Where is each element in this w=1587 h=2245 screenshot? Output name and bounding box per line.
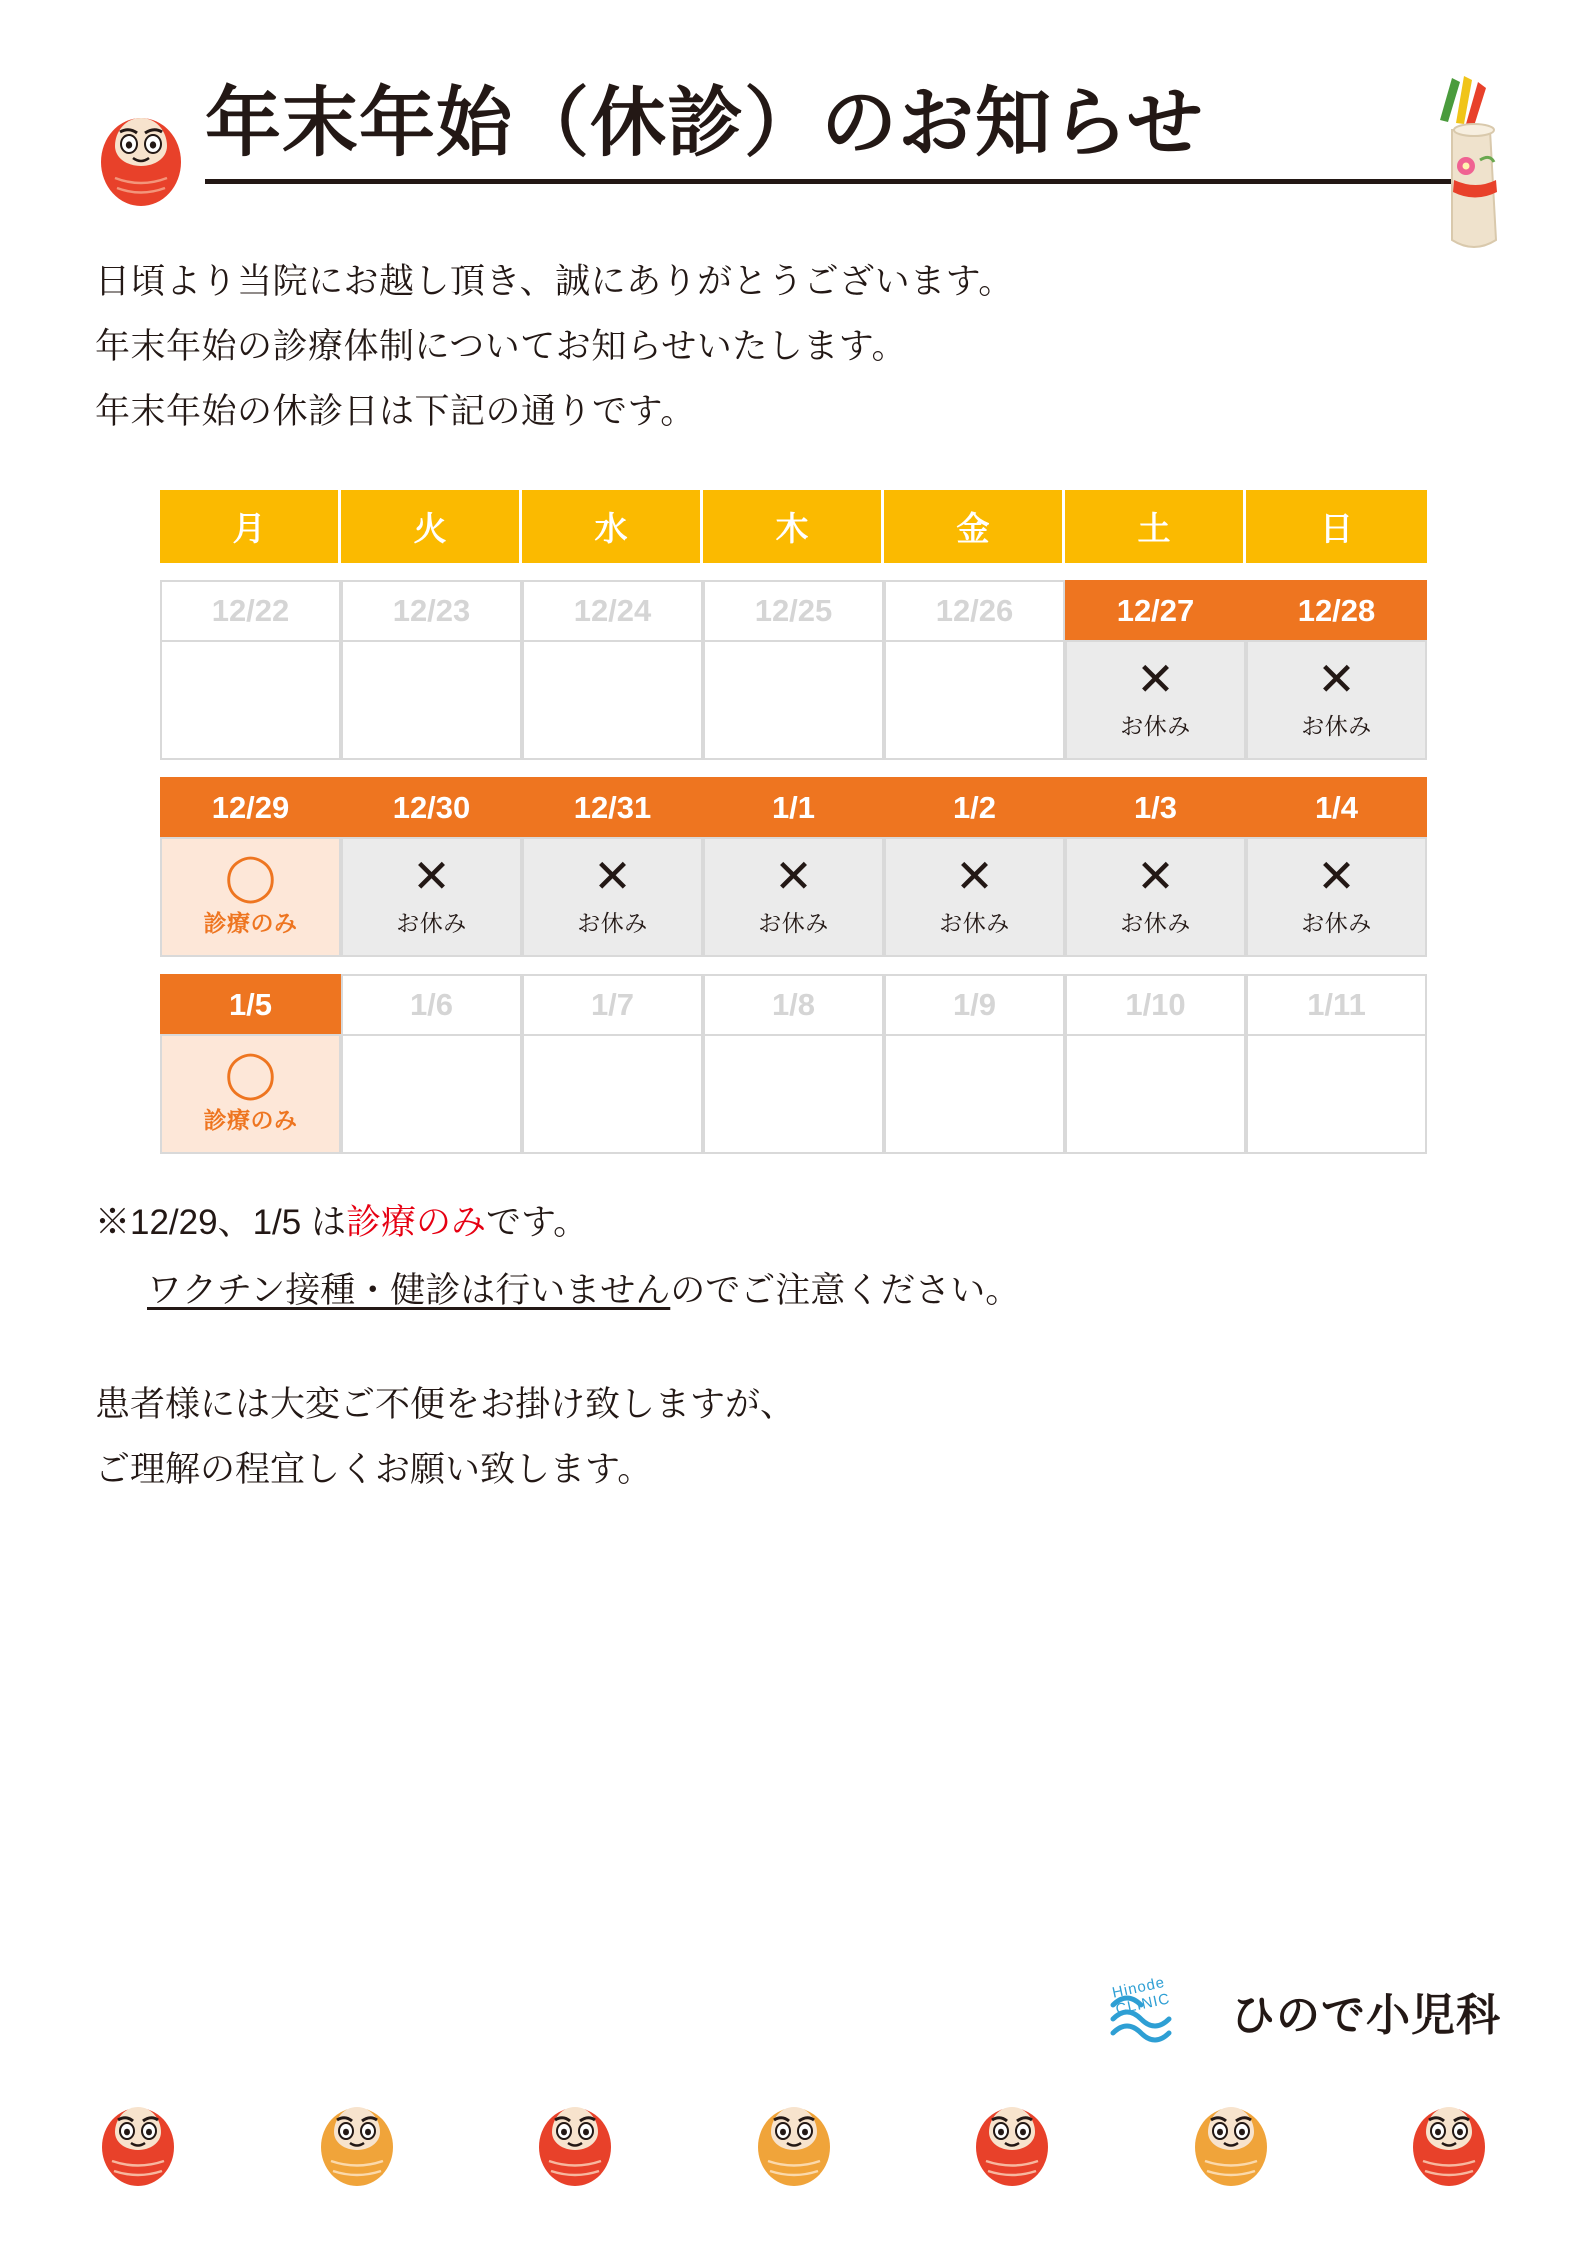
status-cell-closed (1246, 640, 1427, 760)
status-cell-empty (1065, 1034, 1246, 1154)
status-cell-empty (884, 1034, 1065, 1154)
status-label: お休み (577, 909, 648, 936)
status-cell-open (160, 1034, 341, 1154)
weekday-wed: 水 (522, 490, 703, 563)
date-cell: 1/7 (522, 974, 703, 1034)
status-cell-closed (703, 837, 884, 957)
date-cell-highlight: 12/29 (160, 777, 341, 837)
calendar-week-2 (160, 777, 1427, 957)
weekday-sat: 土 (1065, 490, 1246, 563)
date-cell-highlight: 12/28 (1246, 580, 1427, 640)
note1-highlight: 診療のみ (345, 1203, 486, 1243)
status-cell-closed (1246, 837, 1427, 957)
title-underline (205, 78, 1492, 184)
status-cell-closed (884, 837, 1065, 957)
calendar (0, 490, 1587, 1154)
logo-en-text: Hinode CLINIC (1110, 1973, 1172, 2019)
intro-line-2: 年末年始の診療体制についてお知らせいたします。 (95, 326, 907, 366)
kadomatsu-icon (1394, 68, 1514, 258)
calendar-week-3 (160, 974, 1427, 1154)
date-row (160, 580, 1427, 640)
page-title: 年末年始（休診）のお知らせ (205, 81, 1204, 166)
status-label: お休み (1301, 909, 1372, 936)
clinic-logo (1105, 1973, 1501, 2049)
date-cell-highlight: 1/2 (884, 777, 1065, 837)
status-cell-closed (522, 837, 703, 957)
footer-daruma-row (0, 2091, 1587, 2187)
header (95, 78, 1492, 208)
closing-text (95, 1373, 1492, 1503)
date-cell-highlight: 1/3 (1065, 777, 1246, 837)
calendar-week-1 (160, 580, 1427, 760)
status-cell-empty (522, 1034, 703, 1154)
status-label: 診療のみ (203, 1106, 298, 1133)
status-cell-closed (341, 837, 522, 957)
note2-underlined: ワクチン接種・健診は行いません (147, 1270, 671, 1310)
status-row (160, 640, 1427, 760)
closed-mark-icon: ✕ (412, 849, 451, 902)
status-label: お休み (939, 909, 1010, 936)
date-cell: 1/8 (703, 974, 884, 1034)
date-cell: 1/6 (341, 974, 522, 1034)
date-cell: 1/10 (1065, 974, 1246, 1034)
closed-mark-icon: ✕ (1136, 849, 1175, 902)
date-cell: 1/9 (884, 974, 1065, 1034)
date-row (160, 777, 1427, 837)
clinic-name: ひので小児科 (1231, 1991, 1501, 2040)
note-line-2 (95, 1260, 1492, 1321)
weekday-header-table (160, 490, 1427, 563)
status-label: お休み (1120, 909, 1191, 936)
daruma-icon (970, 2091, 1054, 2187)
status-label: お休み (1120, 712, 1191, 739)
status-cell-open (160, 837, 341, 957)
sunrise-wave-icon (1105, 1973, 1225, 2049)
daruma-icon (95, 100, 187, 208)
daruma-icon (1407, 2091, 1491, 2187)
date-cell-highlight: 1/4 (1246, 777, 1427, 837)
status-cell-empty (341, 1034, 522, 1154)
date-cell-highlight: 12/31 (522, 777, 703, 837)
daruma-icon (1189, 2091, 1273, 2187)
note2-suffix: のでご注意ください。 (670, 1270, 1021, 1310)
weekday-tue: 火 (341, 490, 522, 563)
intro-text (95, 250, 1492, 444)
date-cell: 12/23 (341, 580, 522, 640)
status-label: 診療のみ (203, 909, 298, 936)
closed-mark-icon: ✕ (955, 849, 994, 902)
daruma-icon (315, 2091, 399, 2187)
date-cell: 12/25 (703, 580, 884, 640)
closed-mark-icon: ✕ (1136, 652, 1175, 705)
intro-line-3: 年末年始の休診日は下記の通りです。 (95, 391, 696, 431)
closing-line-2: ご理解の程宜しくお願い致します。 (95, 1449, 653, 1489)
daruma-icon (533, 2091, 617, 2187)
status-cell-empty (703, 1034, 884, 1154)
closed-mark-icon: ✕ (1317, 849, 1356, 902)
status-label: お休み (1301, 712, 1372, 739)
status-row (160, 837, 1427, 957)
note-line-1 (95, 1192, 1492, 1253)
open-mark-icon: ◯ (224, 1046, 277, 1099)
date-cell: 12/24 (522, 580, 703, 640)
status-row (160, 1034, 1427, 1154)
note1-suffix: です。 (485, 1203, 589, 1243)
weekday-thu: 木 (703, 490, 884, 563)
date-cell: 12/26 (884, 580, 1065, 640)
status-cell-empty (522, 640, 703, 760)
status-label: お休み (396, 909, 467, 936)
status-cell-empty (884, 640, 1065, 760)
closed-mark-icon: ✕ (1317, 652, 1356, 705)
date-cell-highlight: 12/27 (1065, 580, 1246, 640)
status-label: お休み (758, 909, 829, 936)
date-row (160, 974, 1427, 1034)
status-cell-empty (341, 640, 522, 760)
notes (95, 1192, 1492, 1321)
weekday-sun: 日 (1246, 490, 1427, 563)
date-cell: 1/11 (1246, 974, 1427, 1034)
date-cell-highlight: 1/5 (160, 974, 341, 1034)
intro-line-1: 日頃より当院にお越し頂き、誠にありがとうございます。 (95, 262, 1014, 301)
status-cell-empty (160, 640, 341, 760)
note1-prefix: ※12/29、1/5 は (95, 1203, 346, 1243)
date-cell-highlight: 12/30 (341, 777, 522, 837)
status-cell-closed (1065, 837, 1246, 957)
status-cell-empty (703, 640, 884, 760)
weekday-mon: 月 (160, 490, 341, 563)
status-cell-closed (1065, 640, 1246, 760)
date-cell: 12/22 (160, 580, 341, 640)
closing-line-1: 患者様には大変ご不便をお掛け致しますが、 (95, 1384, 796, 1424)
open-mark-icon: ◯ (224, 849, 277, 902)
closed-mark-icon: ✕ (774, 849, 813, 902)
weekday-header-row (160, 490, 1427, 563)
daruma-icon (96, 2091, 180, 2187)
date-cell-highlight: 1/1 (703, 777, 884, 837)
weekday-fri: 金 (884, 490, 1065, 563)
daruma-icon (752, 2091, 836, 2187)
closed-mark-icon: ✕ (593, 849, 632, 902)
status-cell-empty (1246, 1034, 1427, 1154)
